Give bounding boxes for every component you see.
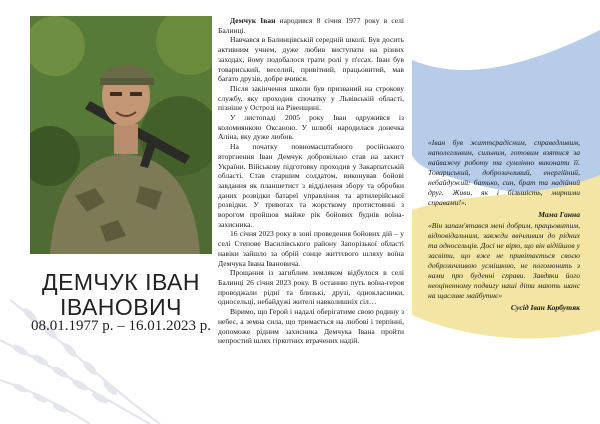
bio-paragraph: 16 січня 2023 року в зоні проведення бойових дій – у селі Степове Василівського району Запорізької області навіки зайшло за обрій сонце життєвого шляху воїна Демчука Івана Івановича. (218, 229, 404, 268)
quote-author: Мама Ганна (538, 210, 580, 219)
bio-paragraph (218, 16, 404, 35)
quote-text: «Іван був життєрадісним, справедливим, наполегливим, сильним, готовим взятися за найважчу роботу та сумлінно виконати її. Товариський, доброзичливий, енергійний, небайдужий: батько, син, брат та надійний друг. Живи, як і більшість, мирними справами!». (428, 138, 580, 207)
bio-paragraph: Навчався в Балинцівській середній школі. Був досить активним учнем, дуже любив виступати на різних заходах, йому подобалося грати ролі у п'єсах. Іван був товариський, веселий, привітний, працьовитий, мав багато друзів, добре вчився. (218, 35, 404, 84)
mother-quote (428, 138, 580, 220)
biography-text (218, 16, 404, 414)
life-dates: 08.01.1977 р. – 16.01.2023 р. (31, 318, 211, 334)
bio-paragraph: Віримо, що Герой і надалі оберігатиме свою родину з небес, а земна сила, що тримається на любові і терпінні, допоможе рідним захисника Демчука Івана пройти непростий шлях гіркотних втрачених надій. (218, 307, 404, 346)
person-name (18, 270, 224, 320)
bio-paragraph: На початку повномасштабного російського вторгнення Іван Демчук добровільно став на захист України. Військову підготовку проходив у Закарпатській області. Став старшим солдатом, виконував бойові завдання як планшетист з відділення збору та обробки даних розвідки батареї управління та артилерійської розвідки. У тривогах та жорсткому протистоянні з ворогом пройшов майже рік бойових буднів воїна-захисника. (218, 142, 404, 229)
soldier-portrait-icon (30, 16, 212, 254)
bio-paragraph: Після закінчення школи був призваний на строкову службу, яку проходив спочатку у Львівській області, пізніше у Острозі на Рівенщині. (218, 83, 404, 113)
portrait-photo (30, 16, 212, 254)
name-line-2: ІВАНОВИЧ (59, 294, 182, 320)
bio-paragraph: Прощання із загиблим земляком відбулося в селі Балинці 26 січня 2023 року. В останню путь воїна-героя проводжали рідні та близькі, друзі, однокласники, односельці, небайдужі жителі навколишніх сіл… (218, 268, 404, 307)
bio-paragraph: У листопаді 2005 року Іван одружився із коломиянкою Оксаною. У шлюбі народилася донечка Аліна, яку дуже любив. (218, 113, 404, 142)
neighbor-quote (428, 221, 580, 313)
quote-text: «Він запам'ятався мені добрим, працьовитим, відповідальним, завжди ввічливим до рідних та односельців. Досі не вірю, що він відійшов у засвіти, що вже не привітається своєю доброзичливою усмішкою, не погомонить з нами про буденні справи. Завдяки його неоціненному подвигу наші діти мають шанс на щасливе майбутнє» (428, 221, 580, 300)
name-line-1: ДЕМЧУК ІВАН (42, 269, 200, 295)
bio-name: Демчук Іван (230, 16, 276, 25)
bio-intro: народився 8 січня 1977 року в селі Балинці. (218, 16, 404, 35)
quote-author: Сусід Іван Корбутяк (510, 303, 580, 312)
